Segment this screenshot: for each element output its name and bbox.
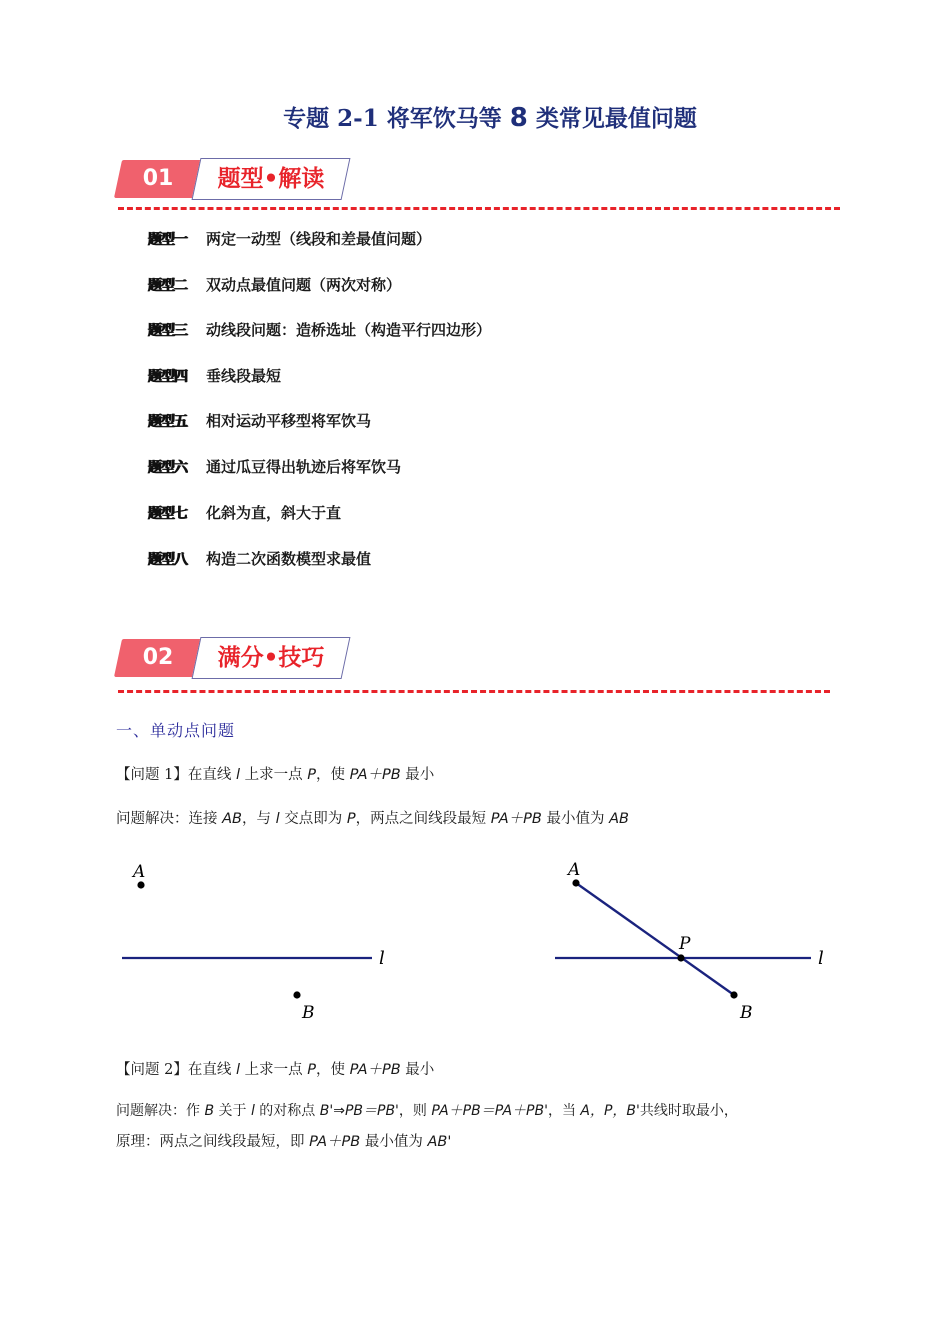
section-header-1 xyxy=(118,158,358,202)
title-prefix: 专题 2-1 将军饮马等 xyxy=(283,105,502,132)
type-item: 题型四 垂线段最短 xyxy=(148,367,282,385)
problem-1-question: 【问题 1】在直线 l 上求一点 P，使 PA＋PB 最小 xyxy=(116,767,435,783)
page-title xyxy=(0,100,950,133)
section-divider xyxy=(118,690,830,693)
point-p xyxy=(677,954,684,961)
figure-right xyxy=(545,850,845,1030)
label-l: l xyxy=(818,948,824,969)
type-item: 题型五 相对运动平移型将军饮马 xyxy=(148,412,372,430)
label-p: P xyxy=(679,934,691,954)
segment-ab xyxy=(576,883,734,995)
label-a: A xyxy=(133,862,146,882)
point-b xyxy=(730,991,737,998)
problem-1-solution: 问题解决：连接 AB，与 l 交点即为 P，两点之间线段最短 PA＋PB 最小值为 AB xyxy=(116,811,629,827)
label-b: B xyxy=(302,1003,315,1023)
problem-2-principle: 原理：两点之间线段最短，即 PA＋PB 最小值为 AB' xyxy=(116,1134,452,1150)
subheading: 一、单动点问题 xyxy=(116,721,236,740)
section-label-box: 满分•技巧 xyxy=(192,637,351,679)
label-a: A xyxy=(568,860,581,880)
figure-left xyxy=(110,850,410,1030)
point-a xyxy=(137,881,144,888)
label-b: B xyxy=(740,1003,753,1023)
type-item: 题型一 两定一动型（线段和差最值问题） xyxy=(148,230,432,248)
type-item: 题型八 构造二次函数模型求最值 xyxy=(148,550,372,568)
section-header-2 xyxy=(118,637,358,681)
point-b xyxy=(293,991,300,998)
type-item: 题型七 化斜为直，斜大于直 xyxy=(148,504,342,522)
type-item: 题型三 动线段问题：造桥选址（构造平行四边形） xyxy=(148,321,492,339)
title-suffix: 类常见最值问题 xyxy=(535,105,697,132)
problem-2-question: 【问题 2】在直线 l 上求一点 P，使 PA＋PB 最小 xyxy=(116,1062,435,1078)
type-item: 题型六 通过瓜豆得出轨迹后将军饮马 xyxy=(148,458,402,476)
label-l: l xyxy=(379,948,385,969)
problem-2-solution: 问题解决：作 B 关于 l 的对称点 B'⇒PB＝PB'，则 PA＋PB＝PA＋PB'，当 A，P，B'共线时取最小， xyxy=(116,1103,738,1119)
section-number-badge: 01 xyxy=(114,160,202,198)
point-a xyxy=(572,879,579,886)
section-number-badge: 02 xyxy=(114,639,202,677)
type-item: 题型二 双动点最值问题（两次对称） xyxy=(148,276,402,294)
section-label-box: 题型•解读 xyxy=(192,158,351,200)
title-number: 8 xyxy=(509,103,528,133)
section-divider xyxy=(118,207,840,210)
